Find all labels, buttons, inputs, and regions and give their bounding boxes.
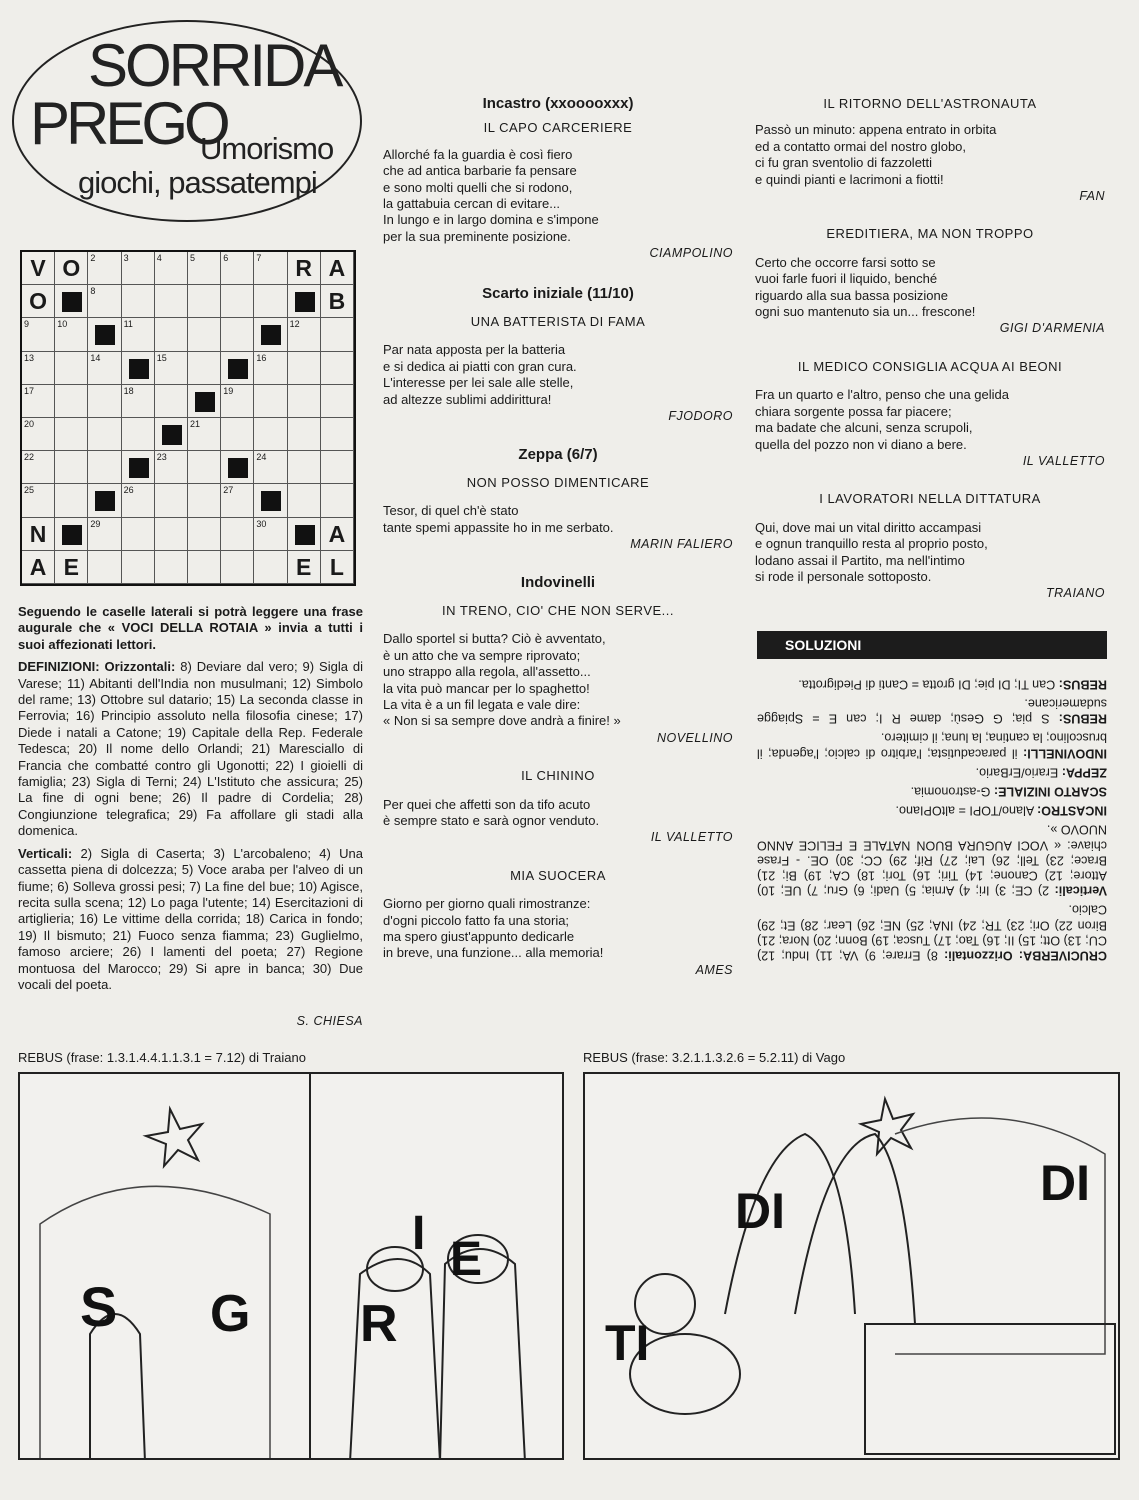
crossword-cell	[88, 418, 121, 451]
verse-line: d'ogni piccolo fatto fa una storia;	[383, 912, 570, 928]
crossword-black-square	[261, 325, 281, 345]
crossword-side-letter: A	[29, 553, 47, 580]
verse-line: Tesor, di quel ch'è stato	[383, 503, 519, 519]
sol-cruci-text: 8) Errare; 9) VA; 11) Indu; 12) CU; 13) Ott; 15) II; 16) Tao; 17) Tusca; 19) Bonn; 20) Nora; 21) Biron 22) Ori; 23) TR; 24) INA; 25) NE; 26) Lear; 28) Et; 29) Calcio.	[757, 902, 1107, 963]
crossword-cell	[88, 451, 121, 484]
sol-rebus1	[757, 695, 1107, 725]
verse-line: lodano assai il Partito, ma nell'intimo	[755, 552, 965, 568]
incastro-verse	[383, 147, 733, 245]
crossword-black-square	[62, 292, 82, 312]
crossword-cell	[254, 418, 287, 451]
definitions-author: S. CHIESA	[296, 1014, 363, 1028]
crossword-black-square	[261, 491, 281, 511]
crossword-number: 7	[256, 253, 262, 263]
crossword-cell	[288, 551, 321, 584]
astronauta-sub: IL RITORNO DELL'ASTRONAUTA	[823, 96, 1037, 111]
sol-ind-label: INDOVINELLI:	[1023, 746, 1107, 761]
verse-line: uno strappo alla regola, all'assetto...	[383, 664, 591, 680]
crossword-cell	[55, 352, 88, 385]
title-sorrida: SORRIDA	[88, 32, 341, 99]
rebus2-letter-di-2: DI	[1040, 1155, 1090, 1211]
sol-verticali	[757, 822, 1107, 898]
verse-line: In lungo e in largo domina e s'impone	[383, 212, 599, 228]
verse-line: e quindi pianti e lacrimoni a fiotti!	[755, 171, 944, 187]
sol-indovinelli	[757, 730, 1107, 760]
lavoratori-sub: I LAVORATORI NELLA DITTATURA	[819, 491, 1041, 507]
verse-line: ma badate che alcuni, senza scrupoli,	[755, 420, 973, 436]
ereditiera-verse	[755, 255, 1105, 321]
lavoratori-verse	[755, 520, 1105, 586]
crossword-number: 15	[156, 352, 167, 363]
verse-line: e ognun tranquillo resta al proprio posto,	[755, 536, 988, 552]
crossword-cell	[221, 285, 254, 318]
verse-line: ma spero giust'appunto dedicarle	[383, 929, 575, 945]
verse-line: è sempre stato e sarà ognor venduto.	[383, 813, 600, 828]
crossword-number: 4	[156, 253, 162, 263]
crossword-cell	[55, 484, 88, 517]
crossword-cell	[321, 318, 354, 351]
crossword-cell	[88, 385, 121, 418]
scarto-title: Scarto iniziale (11/10)	[482, 284, 634, 302]
crossword-side-letter: B	[328, 288, 346, 315]
crossword-number: 2	[90, 253, 96, 263]
lavoratori-author: TRAIANO	[1045, 586, 1105, 601]
rebus1-panel	[18, 1072, 564, 1460]
sol-reb1-text: S pia; G Gesù; dame R I; can E = Spiagge sudamericane.	[757, 696, 1107, 726]
soluzioni-upside-down	[757, 672, 1107, 962]
crossword-side-letter: L	[329, 553, 344, 580]
middle-column	[383, 96, 733, 978]
verse-line: Passò un minuto: appena entrato in orbita	[755, 122, 997, 138]
rebus1-letter-s: S	[80, 1275, 118, 1338]
crossword-side-letter: A	[328, 255, 346, 281]
verse-line: chiara sorgente possa far piacere;	[755, 403, 952, 419]
crossword-side-letter: O	[62, 255, 81, 281]
crossword-cell	[188, 484, 221, 517]
chinino-author: IL VALLETTO	[650, 830, 733, 845]
crossword-number: 25	[24, 485, 35, 496]
verse-line: la gattabuia cercan di evitare...	[383, 196, 561, 212]
verse-line: Giorno per giorno quali rimostranze:	[383, 896, 591, 912]
crossword-cell	[155, 484, 188, 517]
crossword-cell	[321, 551, 354, 584]
crossword-cell	[188, 318, 221, 351]
title-prego: PREGO	[30, 90, 227, 157]
crossword-cell	[155, 518, 188, 551]
crossword-cell	[55, 418, 88, 451]
right-column	[755, 96, 1105, 602]
crossword-black-square	[95, 491, 115, 511]
sol-inc-label: INCASTRO:	[1037, 803, 1107, 818]
crossword-cell	[288, 484, 321, 517]
crossword-cell	[321, 285, 354, 318]
crossword-cell	[155, 385, 188, 418]
crossword-cell	[254, 385, 287, 418]
crossword-cell	[88, 551, 121, 584]
verse-line: si rode il personale sottoposto.	[755, 568, 932, 584]
crossword-side-letter: E	[63, 553, 79, 580]
crossword-number: 6	[223, 253, 229, 263]
suocera-verse	[383, 896, 733, 962]
medico-author: IL VALLETTO	[1022, 453, 1105, 468]
crossword-number: 10	[57, 319, 68, 330]
crossword-black-square	[62, 525, 82, 545]
verse-line: L'interesse per lei sale alle stelle,	[383, 375, 574, 391]
crossword-caption	[18, 604, 363, 999]
sol-cruciverba	[757, 902, 1107, 963]
indovinelli-author: NOVELLINO	[656, 730, 733, 745]
zeppa-author: MARIN FALIERO	[630, 537, 733, 552]
crossword-cell	[122, 551, 155, 584]
verse-line: ci fu gran sventolio di fazzoletti	[755, 155, 933, 171]
crossword-black-square	[95, 325, 115, 345]
definitions-orizzontali	[18, 659, 363, 839]
sol-reb2-label: REBUS:	[1058, 677, 1107, 692]
crossword-cell	[122, 518, 155, 551]
crossword-caption-text: Seguendo le caselle laterali si potrà leggere una frase augurale che « VOCI DELLA ROTAIA » invia a tutti i suoi affezionati lettori.	[18, 604, 363, 652]
vert-text: 2) Sigla di Caserta; 3) L'arcobaleno; 4) Una cassetta piena di dolcezza; 5) Voce araba per l'alveo di un fiume; 6) Solleva grossi pesi; 7) La fine del bue; 10) Agisce, recita sulla scena; 12) Lo paga l'utente; 14) Esercitazioni di artiglieria; 16) Le vittime della corrida; 18) Carica in fondo; 19) Il bismuto; 21) Fuoco senza fiamma; 23) Guglielmo, famoso arciere; 26) I lamenti del poeta; 27) Regione montuosa del Marocco; 29) Si apre in banca; 30) Due vocali del poeta.	[18, 845, 363, 992]
rebus1-letter-e: E	[450, 1233, 483, 1286]
crossword-number: 9	[24, 319, 30, 330]
verse-line: La vita è a un fil legata e vale dire:	[383, 696, 581, 712]
verse-line: e si dedica ai piatti con gran cura.	[383, 358, 577, 374]
verse-line: ed a contatto ormai del nostro globo,	[755, 138, 967, 154]
crossword-cell	[254, 551, 287, 584]
chinino-verse	[383, 797, 733, 830]
crossword-grid	[20, 250, 356, 586]
crossword-cell	[288, 352, 321, 385]
crossword-number: 19	[223, 385, 234, 396]
crossword-black-square	[129, 458, 149, 478]
crossword-number: 3	[123, 253, 129, 263]
incastro-sub: IL CAPO CARCERIERE	[483, 120, 633, 136]
crossword-cell	[321, 385, 354, 418]
crossword-number: 21	[190, 419, 201, 429]
indovinelli-title: Indovinelli	[520, 573, 596, 591]
definitions-verticali	[18, 846, 363, 994]
sol-incastro	[757, 802, 1107, 817]
rebus1-label: REBUS (frase: 1.3.1.4.4.1.1.3.1 = 7.12) di Traiano	[18, 1050, 306, 1065]
crossword-cell	[288, 252, 321, 285]
crossword-number: 22	[24, 452, 35, 463]
crossword-number: 24	[256, 452, 267, 463]
rebus2-label: REBUS (frase: 3.2.1.1.3.2.6 = 5.2.11) di Vago	[583, 1050, 846, 1065]
medico-verse	[755, 387, 1105, 453]
crossword-side-letter: R	[295, 255, 312, 281]
crossword-cell	[55, 385, 88, 418]
zeppa-title: Zeppa (6/7)	[518, 445, 598, 463]
sol-reb1-label: REBUS:	[1058, 711, 1107, 726]
crossword-cell	[254, 285, 287, 318]
sol-rebus2	[757, 676, 1107, 691]
star-icon	[861, 1099, 913, 1154]
sol-zep-text: Erario/ErBario.	[975, 765, 1062, 780]
verse-line: « Non si sa sempre dove andrà a finire! »	[383, 713, 621, 729]
incastro-author: CIAMPOLINO	[649, 246, 733, 261]
crossword-number: 16	[256, 352, 267, 363]
crossword-black-square	[162, 425, 182, 445]
crossword-number: 12	[289, 319, 300, 330]
star-icon	[146, 1109, 202, 1166]
sol-ind-text: il paracadutista; l'arbitro di calcio; l'agenda; il bruscolino; la cantina; la luna; il cimitero.	[757, 730, 1107, 761]
verse-line: la vita può mancar per lo spaghetto!	[383, 680, 590, 696]
crossword-cell	[221, 318, 254, 351]
indovinelli-verse	[383, 631, 733, 729]
crossword-cell	[22, 551, 55, 584]
crossword-cell	[188, 285, 221, 318]
crossword-number: 30	[256, 518, 267, 529]
rebus2-letter-ti: TI	[605, 1315, 650, 1371]
crossword-side-letter: E	[296, 553, 312, 580]
sol-inc-text: Alano/TOPI = altOPIano.	[895, 803, 1038, 818]
medico-sub: IL MEDICO CONSIGLIA ACQUA AI BEONI	[797, 358, 1063, 374]
rebus2-panel	[583, 1072, 1120, 1460]
crossword-cell	[122, 285, 155, 318]
rebus1-letter-r: R	[360, 1295, 398, 1353]
suocera-sub: MIA SUOCERA	[510, 867, 606, 883]
rebus1-drawing	[20, 1074, 564, 1460]
crossword-number: 23	[156, 452, 167, 463]
verse-line: Allorché fa la guardia è così fiero	[383, 146, 573, 162]
verse-line: in breve, una funzione... alla memoria!	[383, 945, 604, 961]
indovinelli-sub: IN TRENO, CIO' CHE NON SERVE...	[441, 602, 675, 618]
verse-line: che ad antica barbarie fa pensare	[383, 163, 577, 179]
crossword-cell	[22, 252, 55, 285]
sol-cruci-label: CRUCIVERBA: Orizzontali:	[944, 948, 1107, 963]
verse-line: per la sua preminente posizione.	[383, 228, 571, 244]
crossword-cell	[22, 285, 55, 318]
crossword-number: 27	[223, 485, 234, 496]
zeppa-verse	[383, 503, 733, 536]
verse-line: ogni suo mantenuto sia un... frescone!	[755, 304, 976, 320]
verse-line: ad altezze sublimi addirittura!	[383, 391, 552, 407]
crossword-number: 13	[24, 352, 35, 363]
rebus1-letter-i: I	[412, 1207, 426, 1260]
crossword-black-square	[195, 392, 215, 412]
suocera-author: AMES	[695, 962, 733, 977]
ereditiera-author: GIGI D'ARMENIA	[999, 321, 1105, 336]
sol-zep-label: ZEPPA:	[1061, 765, 1107, 780]
crossword-cell	[155, 318, 188, 351]
crossword-cell	[321, 418, 354, 451]
crossword-cell	[321, 518, 354, 551]
crossword-side-letter: V	[30, 255, 46, 281]
crossword-cell	[321, 484, 354, 517]
crossword-cell	[288, 451, 321, 484]
crossword-black-square	[295, 525, 315, 545]
chinino-sub: IL CHININO	[521, 768, 595, 784]
verse-line: vuoi farle fuori il liquido, benché	[755, 271, 938, 287]
crossword-black-square	[228, 359, 248, 379]
crossword-number: 11	[123, 319, 133, 330]
sol-sca-text: G-astronomia.	[910, 784, 994, 799]
rebus1-letter-g: G	[210, 1285, 251, 1343]
sol-zeppa	[757, 764, 1107, 779]
orizz-label: DEFINIZIONI: Orizzontali:	[18, 659, 176, 675]
crossword-cell	[221, 518, 254, 551]
crossword-number: 8	[90, 286, 96, 297]
crossword-cell	[288, 385, 321, 418]
crossword-cell	[188, 451, 221, 484]
crossword-number: 14	[90, 352, 101, 363]
crossword-cell	[55, 451, 88, 484]
crossword-side-letter: N	[29, 520, 47, 547]
crossword-number: 20	[24, 419, 35, 429]
verse-line: Fra un quarto e l'altro, penso che una gelida	[755, 387, 1009, 403]
crossword-side-letter: A	[328, 520, 346, 547]
crossword-cell	[188, 352, 221, 385]
sol-sca-label: SCARTO INIZIALE:	[993, 784, 1107, 799]
astronauta-author: FAN	[1079, 189, 1105, 204]
astronauta-verse	[755, 122, 1105, 188]
crossword-black-square	[129, 359, 149, 379]
verse-line: quella del pozzo non vi diano a bere.	[755, 436, 967, 452]
rebus2-letter-di-1: DI	[735, 1183, 785, 1239]
verse-line: Dallo sportel si butta? Ciò è avventato,	[383, 631, 606, 647]
verse-line: Par nata apposta per la batteria	[383, 342, 566, 358]
sol-reb2-text: Can TI; DI pie; DI grotta = Canti di Piedigrotta.	[798, 677, 1059, 692]
title-umorismo: Umorismo	[200, 131, 334, 166]
incastro-title: Incastro (xxooooxxx)	[482, 95, 634, 112]
crossword-cell	[221, 418, 254, 451]
verse-line: riguardo alla sua bassa posizione	[755, 287, 948, 303]
title-giochi: giochi, passatempi	[78, 165, 317, 200]
crossword-cell	[321, 252, 354, 285]
crossword-cell	[155, 551, 188, 584]
verse-line: Qui, dove mai un vital diritto accampasi	[755, 519, 982, 535]
crossword-number: 18	[123, 385, 134, 396]
crossword-cell	[155, 285, 188, 318]
verse-line: tante spemi appassite ho in me serbato.	[383, 519, 614, 535]
verse-line: Certo che occorre farsi sotto se	[755, 254, 936, 270]
orizz-text: 8) Deviare dal vero; 9) Sigla di Varese; 11) Abitanti dell'India non musulmani; 12) Simbolo del rame; 13) Ottobre sul datario; 15) La seconda classe in Ferrovia; 16) Principio assoluto nella filosofia cinese; 17) Diede i natali a Catone; 19) Capitale della Rep. Federale Tedesca; 20) Il nome dello Orlandi; 21) Maresciallo di Francia che combatté contro gli Ugonotti; 22) I gioielli di famiglia; 23) Sigla di Terni; 24) L'Istituto che assicura; 25) La fine di ogni bene; 26) Il padre di Cordelia; 28) Congiunzione telegrafica; 29) Fa affollare gli stadi alla domenica.	[18, 659, 363, 839]
scarto-verse	[383, 342, 733, 408]
zeppa-sub: NON POSSO DIMENTICARE	[466, 474, 650, 490]
crossword-number: 29	[90, 518, 101, 529]
scarto-sub: UNA BATTERISTA DI FAMA	[470, 314, 646, 330]
crossword-cell	[22, 518, 55, 551]
crossword-cell	[188, 551, 221, 584]
sol-vert-text: 2) CE; 3) Iri; 4) Arnia; 5) Uadi; 6) Gru; 7) UE; 10) Attore; 12) Canone; 14) Tiri; 16) Tori; 18) CA; 19) Bi; 21) Brace; 23) Tell; 26) Lai; 27) Rif; 29) CC; 30) OE. - Frase chiave: « VOCI AUGURA BUON NATALE E FELICE ANNO NUOVO ».	[757, 822, 1107, 898]
ereditiera-sub: EREDITIERA, MA NON TROPPO	[826, 226, 1034, 242]
verse-line: e sono molti quelli che si rodono,	[383, 179, 573, 195]
soluzioni-label: SOLUZIONI	[757, 631, 1107, 659]
rebus2-drawing	[585, 1074, 1120, 1460]
scarto-author: FJODORO	[668, 409, 733, 424]
crossword-number: 26	[123, 485, 134, 496]
crossword-black-square	[295, 292, 315, 312]
crossword-cell	[321, 352, 354, 385]
sol-scarto	[757, 783, 1107, 798]
crossword-number: 5	[190, 253, 196, 263]
crossword-cell	[321, 451, 354, 484]
verse-line: è un atto che va sempre riprovato;	[383, 647, 581, 663]
crossword-cell	[55, 252, 88, 285]
verse-line: Per quei che affetti son da tifo acuto	[383, 796, 591, 812]
sol-vert-label: Verticali:	[1054, 883, 1107, 898]
crossword-cell	[288, 418, 321, 451]
crossword-number: 17	[24, 385, 35, 396]
crossword-side-letter: O	[29, 288, 48, 315]
crossword-black-square	[228, 458, 248, 478]
crossword-cell	[188, 518, 221, 551]
crossword-cell	[221, 551, 254, 584]
crossword-cell	[55, 551, 88, 584]
crossword-cell	[122, 418, 155, 451]
vert-label: Verticali:	[18, 845, 73, 861]
